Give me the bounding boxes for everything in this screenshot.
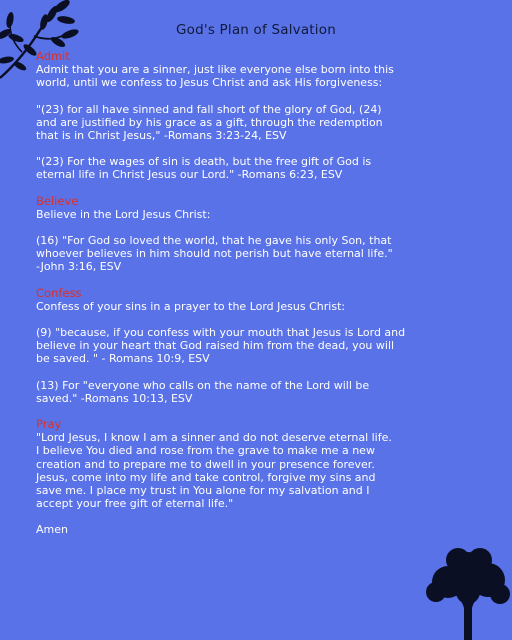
paragraph: (13) For "everyone who calls on the name of the Lord will be saved." -Romans 10:13, ESV bbox=[36, 378, 370, 405]
section-heading-believe: Believe bbox=[36, 193, 79, 208]
paragraph: (16) "For God so loved the world, that he gave his only Son, that whoever believes in him should not perish but have eternal life." -John 3:16, ESV bbox=[36, 234, 393, 274]
content-body bbox=[36, 50, 476, 537]
paragraph: "(23) For the wages of sin is death, but the free gift of God is eternal life in Christ Jesus our Lord." -Romans 6:23, ESV bbox=[36, 155, 372, 182]
paragraph: "(23) for all have sinned and fall short of the glory of God, (24) and are justified by his grace as a gift, through the redemption that is in Christ Jesus," -Romans 3:23-24, ESV bbox=[36, 102, 383, 143]
section-pray bbox=[36, 418, 476, 537]
section-admit bbox=[36, 50, 476, 182]
section-heading-confess: Confess bbox=[36, 285, 82, 300]
paragraph: Admit that you are a sinner, just like everyone else born into this world, until we confess to Jesus Christ and ask His forgiveness: bbox=[36, 63, 394, 90]
paragraph: Believe in the Lord Jesus Christ: bbox=[36, 207, 211, 221]
prayer-text: "Lord Jesus, I know I am a sinner and do not deserve eternal life. I believe You died and rose from the grave to make me a new creation and to prepare me to dwell in your presence forever. Jesus, come into my life and take control, forgive my sins and save me. I place my trust in You alone for my salvation and I accept your free gift of eternal life." bbox=[36, 431, 392, 511]
section-confess bbox=[36, 287, 476, 405]
section-heading-pray: Pray bbox=[36, 417, 62, 432]
tree-silhouette-icon bbox=[424, 548, 512, 640]
paragraph: (9) "because, if you confess with your mouth that Jesus is Lord and believe in your heart that God raised him from the dead, you will be saved. " - Romans 10:9, ESV bbox=[36, 326, 406, 366]
paragraph: Confess of your sins in a prayer to the Lord Jesus Christ: bbox=[36, 299, 346, 313]
page-title: God's Plan of Salvation bbox=[176, 22, 336, 38]
amen-text: Amen bbox=[36, 523, 68, 537]
section-heading-admit: Admit bbox=[36, 49, 70, 63]
section-believe bbox=[36, 195, 476, 274]
